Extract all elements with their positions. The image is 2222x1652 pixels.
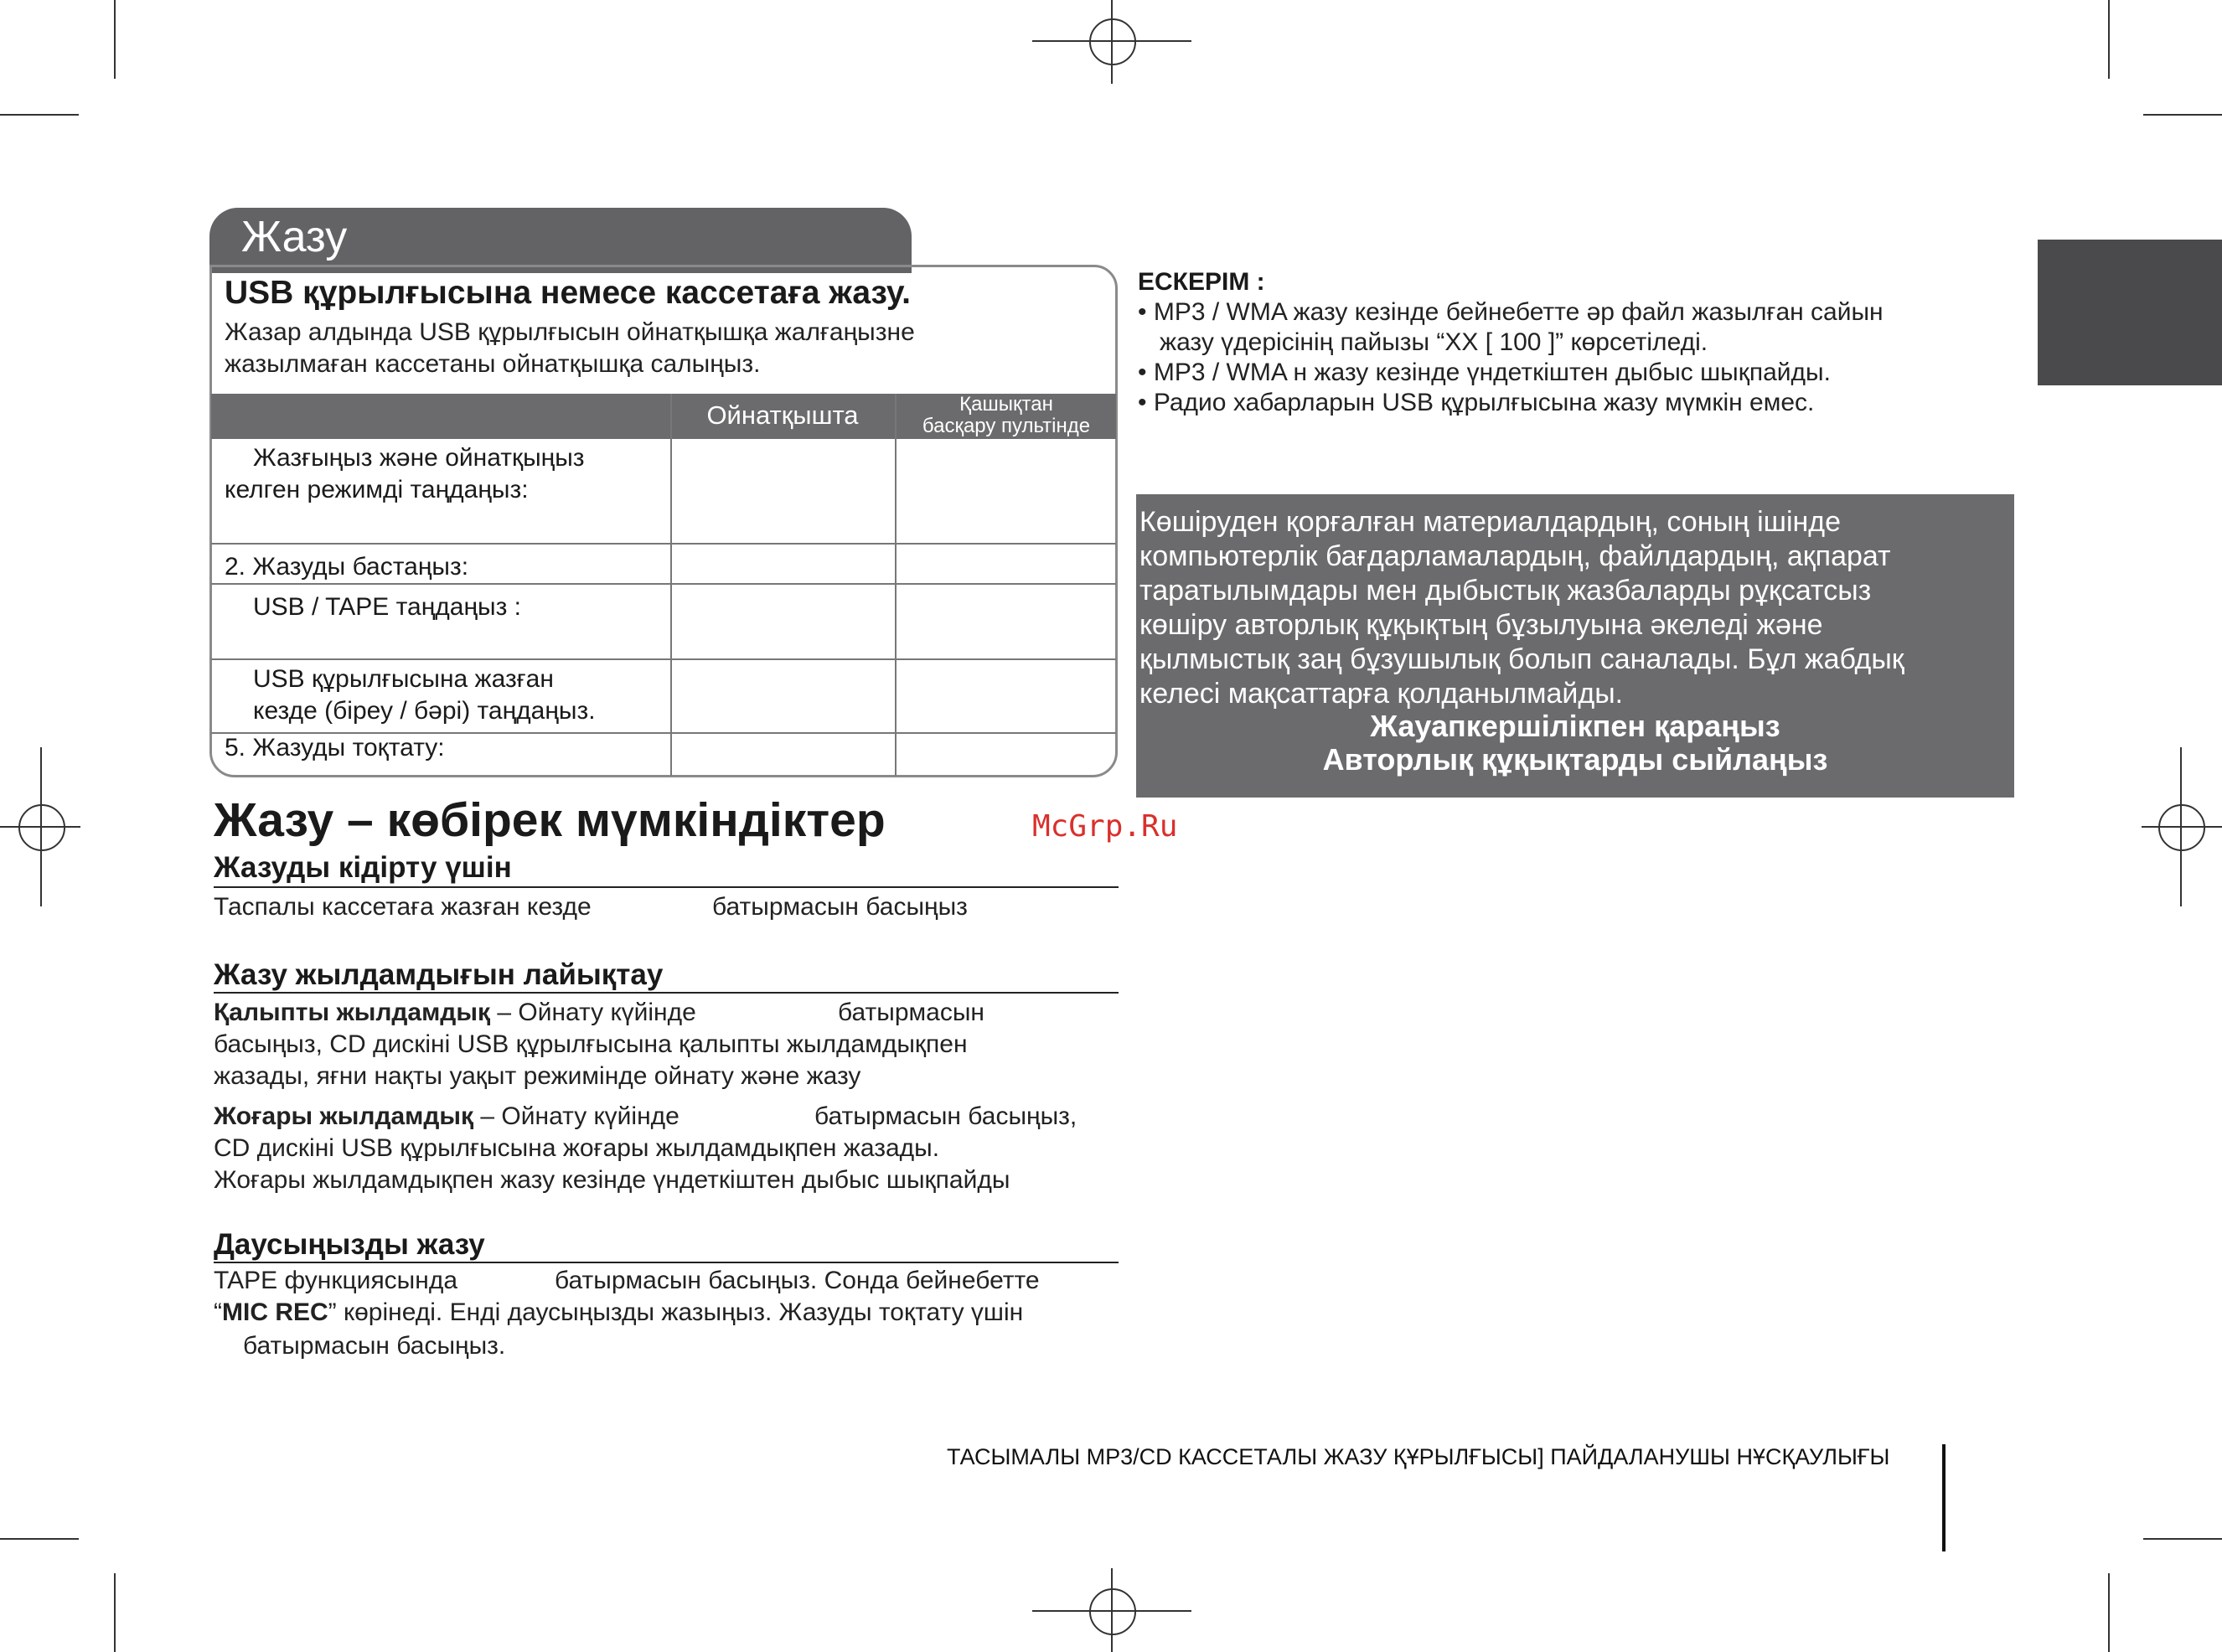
table-row: кезде (біреу / бәрі) таңдаңыз. [253,697,596,725]
note-line: жазу үдерісінің пайызы “XX [ 100 ]” көрсетіледі. [1160,328,1708,356]
voice-text: батырмасын басыңыз. [243,1332,506,1360]
speed-normal-text: жазады, яғни нақты уақыт режимінде ойнату және жазу [214,1062,861,1090]
copyright-line: таратылымдары мен дыбыстық жазбаларды рұқсатсыз [1139,575,1872,607]
note-line: • MP3 / WMA жазу кезінде бейнебетте әр файл жазылған сайын [1138,298,1884,326]
section-rule [214,992,1119,994]
table-col-player: Ойнатқышта [706,400,859,430]
section-rule [214,886,1119,888]
table-row: Жазғыңыз және ойнатқыңыз [253,444,585,472]
speed-normal-text: – Ойнату күйінде [497,999,696,1026]
speed-high-line [214,1101,680,1133]
voice-text: TAPE функциясында [214,1267,458,1294]
table-col-remote-line: Қашықтан [959,393,1053,416]
speed-high-label: Жоғары жылдамдық [214,1102,474,1130]
speed-normal-label: Қалыпты жылдамдық [214,999,490,1026]
table-divider [211,543,1116,545]
note-title: ЕСКЕРІМ : [1138,268,1265,296]
table-divider [211,658,1116,660]
table-divider [895,394,897,776]
note-line: • Радио хабарларын USB құрылғысына жазу мүмкін емес. [1138,389,1815,416]
footer-title: ТАСЫМАЛЫ MP3/CD КАССЕТАЛЫ ЖАЗУ ҚҰРЫЛҒЫСЫ] ПАЙДАЛАНУШЫ НҰСҚАУЛЫҒЫ [947,1444,1890,1469]
voice-text-line [214,1297,1023,1329]
table-row: келген режимді таңдаңыз: [225,476,529,503]
copyright-slogan: Авторлық құқықтарды сыйлаңыз [1322,742,1828,777]
copyright-line: көшіру авторлық құқықтың бұзылуына әкеледі және [1139,609,1823,641]
voice-text: батырмасын басыңыз. Сонда бейнебетте [555,1267,1040,1294]
intro-title: USB құрылғысына немесе кассетаға жазу. [225,275,912,311]
table-col-remote-line: басқару пультінде [922,415,1091,437]
table-divider [670,394,672,776]
pause-text: батырмасын басыңыз [712,893,968,921]
watermark: McGrp.Ru [1032,809,1178,844]
copyright-line: келесі мақсаттарға қолданылмайды. [1139,678,1624,710]
speed-normal-text: батырмасын [838,999,984,1026]
table-col-remote [897,394,1116,437]
intro-line: жазылмаған кассетаны ойнатқышқа салыңыз. [225,350,761,378]
speed-title: Жазу жылдамдығын лайықтау [214,958,664,991]
copyright-slogan: Жауапкершілікпен қараңыз [1370,709,1780,743]
speed-high-text: батырмасын басыңыз, [814,1102,1077,1130]
pause-text: Таспалы кассетаға жазған кезде [214,893,592,921]
copyright-line: Көшіруден қорғалған материалдардың, соның ішінде [1139,506,1842,538]
intro-line: Жазар алдында USB құрылғысын ойнатқышқа жалғаңызне [225,318,915,346]
pause-title: Жазуды кідірту үшін [214,851,512,884]
side-tab [2038,240,2222,385]
footer-bar [1942,1444,1946,1551]
table-row: USB / TAPE таңдаңыз : [253,593,522,621]
voice-title: Даусыңызды жазу [214,1228,485,1261]
mic-rec-label: MIC REC [222,1298,328,1326]
speed-high-text: CD дискіні USB құрылғысына жоғары жылдамдықпен жазады. [214,1134,940,1162]
voice-text: ” көрінеді. Енді даусыңызды жазыңыз. Жазуды тоқтату үшін [328,1298,1024,1326]
voice-text: “ [214,1298,222,1326]
table-row: 5. Жазуды тоқтату: [225,734,445,761]
speed-normal-line [214,997,696,1029]
speed-high-text: Жоғары жылдамдықпен жазу кезінде үндеткіштен дыбыс шықпайды [214,1166,1010,1194]
section-rule [214,1262,1119,1263]
section-title: Жазу [241,213,348,261]
copyright-line: қылмыстық заң бұзушылық болып саналады. Бұл жабдық [1139,643,1904,675]
speed-normal-text: басыңыз, CD дискіні USB құрылғысына қалыпты жылдамдықпен [214,1030,968,1058]
table-divider [211,583,1116,585]
note-line: • MP3 / WMA н жазу кезінде үндеткіштен дыбыс шықпайды. [1138,359,1831,386]
copyright-line: компьютерлік бағдарламалардың, файлдардың, ақпарат [1139,540,1891,572]
table-row: 2. Жазуды бастаңыз: [225,553,469,581]
speed-high-text: – Ойнату күйінде [480,1102,680,1130]
more-features-title: Жазу – көбірек мүмкіндіктер [214,793,886,847]
table-row: USB құрылғысына жазған [253,665,554,693]
